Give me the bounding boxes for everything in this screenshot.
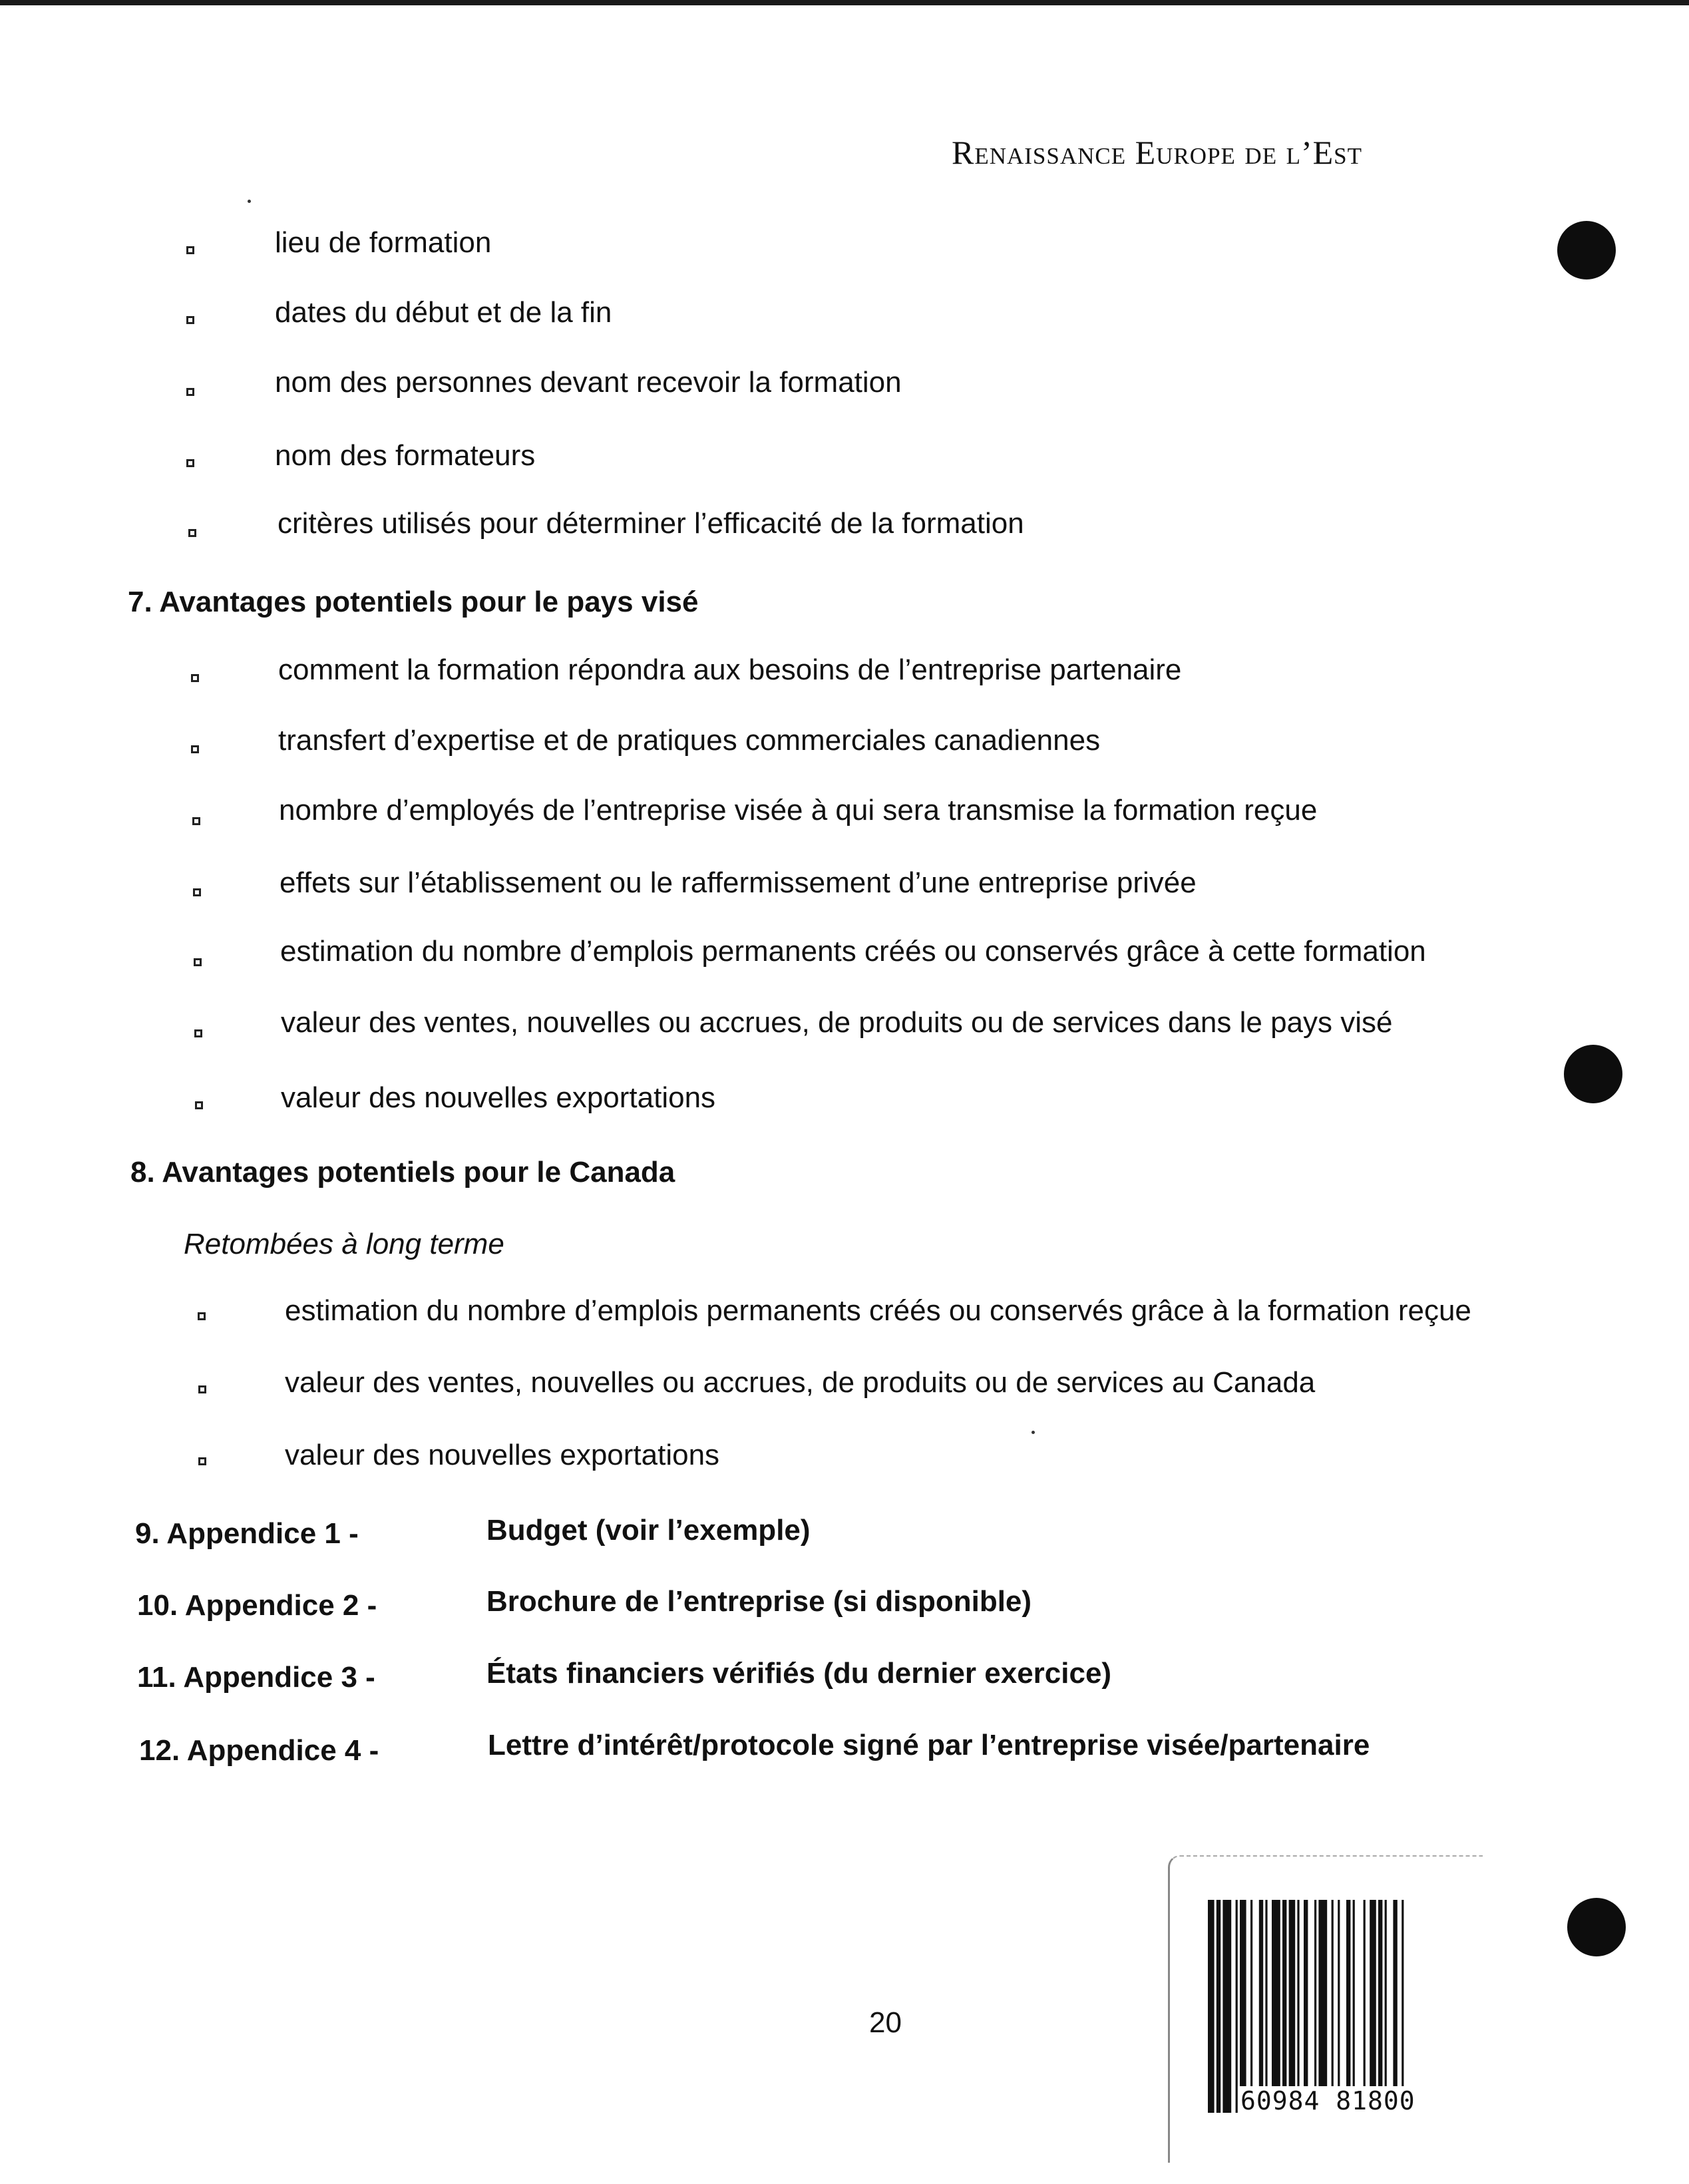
appendix-description: Lettre d’intérêt/protocole signé par l’entreprise visée/partenaire [488, 1729, 1370, 1761]
barcode-bar [1364, 1900, 1366, 2113]
square-bullet-icon [188, 529, 196, 537]
barcode-bar [1402, 1900, 1404, 2113]
list-item-text: comment la formation répondra aux besoins de l’entreprise partenaire [278, 653, 1182, 686]
section7-heading: 7. Avantages potentiels pour le pays visé [128, 586, 699, 618]
square-bullet-icon [191, 745, 199, 753]
list-item-text: nom des formateurs [275, 439, 536, 472]
list-item-text: valeur des nouvelles exportations [281, 1081, 716, 1114]
barcode-bar [1314, 1900, 1316, 2113]
square-bullet-icon [198, 1457, 206, 1465]
square-bullet-icon [195, 1101, 203, 1109]
list-item-text: valeur des ventes, nouvelles ou accrues, de produits ou de services dans le pays visé [281, 1006, 1393, 1039]
scan-speck [248, 200, 251, 203]
barcode-digits: 60984 81800 [1238, 2086, 1418, 2115]
barcode-bar [1272, 1900, 1280, 2113]
section8-subheading: Retombées à long terme [184, 1228, 504, 1260]
square-bullet-icon [193, 888, 201, 896]
document-header-title: Renaissance Europe de l’Est [952, 134, 1362, 171]
barcode-bar [1378, 1900, 1382, 2113]
top-scan-edge [0, 0, 1689, 5]
square-bullet-icon [198, 1312, 206, 1320]
barcode-bar [1265, 1900, 1267, 2113]
list-item-text: nombre d’employés de l’entreprise visée à qui sera transmise la formation reçue [279, 794, 1318, 826]
list-item-text: lieu de formation [275, 226, 492, 259]
barcode-bar [1236, 1900, 1238, 2113]
barcode-bar [1217, 1900, 1220, 2113]
barcode-bar [1289, 1900, 1296, 2113]
square-bullet-icon [186, 459, 194, 467]
barcode-icon [1208, 1900, 1461, 2113]
barcode-bar [1346, 1900, 1350, 2113]
barcode-bar [1393, 1900, 1397, 2113]
barcode-bar [1282, 1900, 1286, 2113]
page-number: 20 [869, 2006, 902, 2039]
square-bullet-icon [192, 817, 200, 825]
barcode-bar [1240, 1900, 1246, 2113]
scan-speck [1032, 1431, 1035, 1434]
list-item-text: critères utilisés pour déterminer l’efficacité de la formation [278, 507, 1024, 540]
square-bullet-icon [198, 1385, 206, 1393]
section8-heading: 8. Avantages potentiels pour le Canada [130, 1156, 675, 1188]
barcode-bar [1332, 1900, 1334, 2113]
appendix-number: 10. Appendice 2 - [137, 1589, 377, 1622]
barcode-bar [1385, 1900, 1387, 2113]
barcode-bar [1250, 1900, 1252, 2113]
square-bullet-icon [194, 958, 202, 966]
square-bullet-icon [194, 1029, 202, 1037]
list-item-text: estimation du nombre d’emplois permanents créés ou conservés grâce à la formation reçue [285, 1294, 1471, 1327]
appendix-number: 11. Appendice 3 - [137, 1661, 375, 1694]
square-bullet-icon [191, 674, 199, 682]
list-item-text: transfert d’expertise et de pratiques commerciales canadiennes [278, 724, 1101, 757]
list-item-text: nom des personnes devant recevoir la formation [275, 366, 902, 399]
barcode-bar [1353, 1900, 1355, 2113]
punch-hole-middle [1564, 1045, 1622, 1103]
barcode-bar [1297, 1900, 1299, 2113]
list-item-text: valeur des nouvelles exportations [285, 1439, 720, 1471]
list-item-text: effets sur l’établissement ou le raffermissement d’une entreprise privée [280, 866, 1197, 899]
barcode-bar [1318, 1900, 1327, 2113]
punch-hole-bottom [1567, 1898, 1626, 1956]
appendix-description: Budget (voir l’exemple) [486, 1514, 811, 1547]
barcode-bar [1338, 1900, 1340, 2113]
appendix-number: 12. Appendice 4 - [139, 1734, 379, 1767]
barcode-bar [1208, 1900, 1215, 2113]
square-bullet-icon [186, 388, 194, 396]
barcode-bar [1222, 1900, 1231, 2113]
appendix-number: 9. Appendice 1 - [135, 1517, 359, 1550]
appendix-description: Brochure de l’entreprise (si disponible) [486, 1585, 1032, 1618]
barcode-bar [1304, 1900, 1308, 2113]
square-bullet-icon [186, 316, 194, 324]
list-item-text: estimation du nombre d’emplois permanents créés ou conservés grâce à cette formation [280, 935, 1426, 968]
appendix-description: États financiers vérifiés (du dernier exercice) [486, 1657, 1112, 1690]
list-item-text: dates du début et de la fin [275, 296, 612, 329]
square-bullet-icon [186, 246, 194, 254]
punch-hole-top [1557, 221, 1616, 279]
barcode-bar [1370, 1900, 1376, 2113]
list-item-text: valeur des ventes, nouvelles ou accrues, de produits ou de services au Canada [285, 1366, 1316, 1399]
barcode-bar [1259, 1900, 1263, 2113]
